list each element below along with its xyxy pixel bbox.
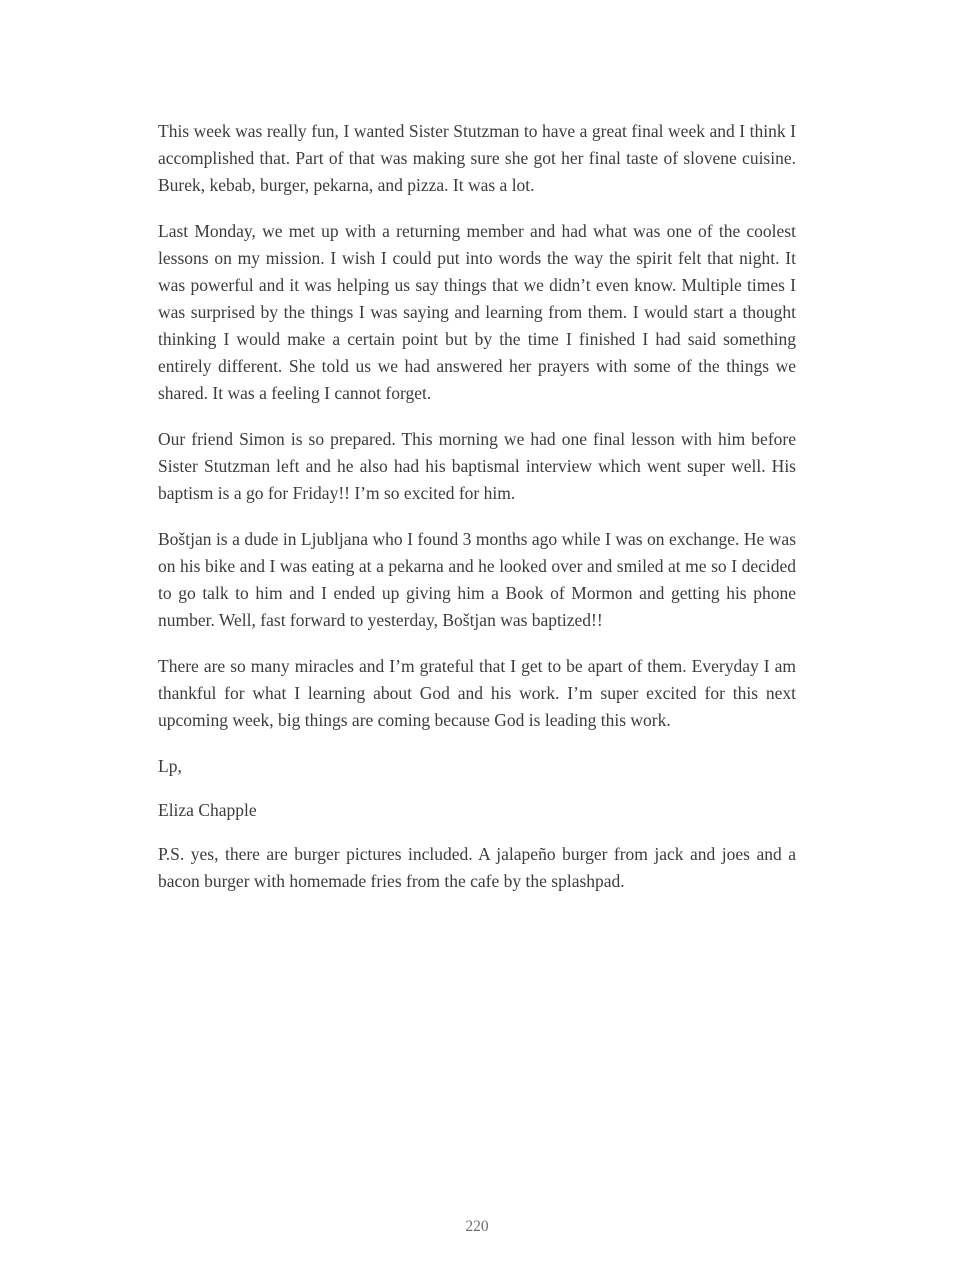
paragraph-bostjan: Boštjan is a dude in Ljubljana who I found 3 months ago while I was on exchange. He was on his bike and I was eating at a pekarna and he looked over and smiled at me so I decided to go talk to him and I ended up giving him a Book of Mormon and getting his phone number. Well, fast forward to yesterday, Boštjan was baptized!! [158, 529, 796, 630]
paragraph-monday-lesson: Last Monday, we met up with a returning member and had what was one of the coolest lessons on my mission. I wish I could put into words the way the spirit felt that night. It was powerful and it was helping us say things that we didn’t even know. Multiple times I was surprised by the things I was saying and learning from them. I would start a thought thinking I would make a certain point but by the time I finished I had said something entirely different. She told us we had answered her prayers with some of the things we shared. It was a feeling I cannot forget. [158, 221, 796, 403]
letter-body [158, 118, 796, 914]
paragraph-simon: Our friend Simon is so prepared. This morning we had one final lesson with him before Sister Stutzman left and he also had his baptismal interview which went super well. His baptism is a go for Friday!! I’m so excited for him. [158, 429, 796, 503]
paragraph-miracles: There are so many miracles and I’m grateful that I get to be apart of them. Everyday I am thankful for what I learning about God and his work. I’m super excited for this next upcoming week, big things are coming because God is leading this work. [158, 656, 796, 730]
page-number: 220 [465, 1218, 489, 1235]
postscript: P.S. yes, there are burger pictures included. A jalapeño burger from jack and joes and a bacon burger with homemade fries from the cafe by the splashpad. [158, 844, 796, 891]
closing-line: Lp, [158, 756, 182, 776]
paragraph-week-recap: This week was really fun, I wanted Sister Stutzman to have a great final week and I think I accomplished that. Part of that was making sure she got her final taste of slovene cuisine. Burek, kebab, burger, pekarna, and pizza. It was a lot. [158, 121, 796, 195]
signature-name: Eliza Chapple [158, 800, 257, 820]
